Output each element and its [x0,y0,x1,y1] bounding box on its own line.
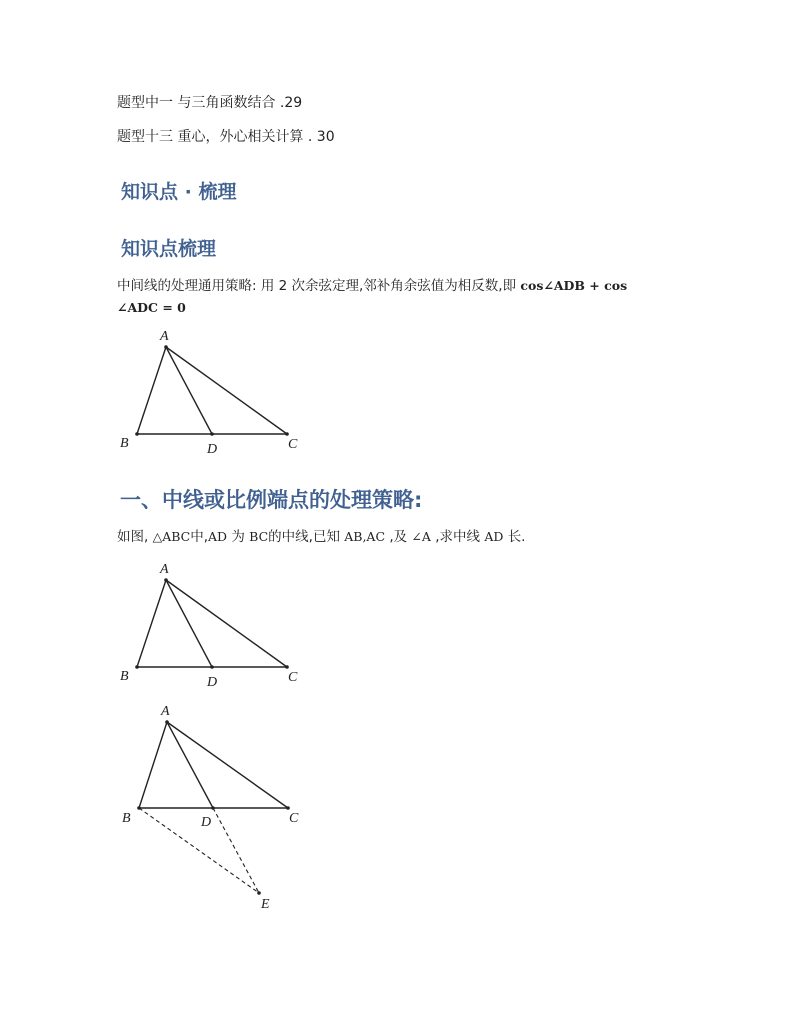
segment-ab [137,580,166,667]
part-one-title: 一、中线或比例端点的处理策略: [120,488,423,512]
problem-text: 的中线,已知 [268,529,340,545]
label-d: D [207,675,218,690]
toc-entry-page: .29 [279,95,303,111]
toc-entry-title: 题型十三 重心，外心相关计算 [117,129,304,145]
toc-entry-title: 题型中一 与三角函数结合 [117,95,276,111]
segment-ad [166,347,212,434]
label-a: A [161,704,170,719]
intro-text [117,275,627,297]
intro-formula-cont: ∠ADC = 0 [117,300,186,315]
segment-ad [167,722,213,808]
label-b: B [120,436,129,451]
point-a [164,345,168,349]
subsection-title: 知识点梳理 [121,238,217,260]
toc-entry[interactable] [117,94,302,112]
segment-ab [137,347,166,434]
label-c: C [288,670,298,685]
label-c: C [288,437,298,452]
label-d: D [201,815,212,830]
label-a: A [160,329,169,344]
problem-segment: AD [208,529,228,544]
section-title: 知识点 · 梳理 [121,181,237,203]
problem-segment: BC [249,529,269,544]
intro-formula: cos∠ADB + cos [520,278,628,293]
point-e [257,891,261,895]
label-a: A [160,562,169,577]
problem-text: 为 [231,529,245,545]
toc-entry-page: . 30 [307,129,335,145]
problem-text: ,求中线 [435,529,481,545]
point-b [135,432,139,436]
point-c [286,806,290,810]
segment-ac [167,722,288,808]
segment-de-dashed [213,808,259,893]
label-e: E [261,897,270,912]
intro-text-cont [117,297,186,319]
problem-text: 长. [507,529,526,545]
triangle-figure-2 [110,555,310,690]
point-c [285,665,289,669]
toc-entry[interactable] [117,128,335,146]
problem-statement [117,526,525,548]
segment-ad [166,580,212,667]
point-b [137,806,141,810]
point-c [285,432,289,436]
point-d [210,665,214,669]
triangle-figure-1 [110,322,310,457]
point-a [165,720,169,724]
label-b: B [122,811,131,826]
problem-text: ,及 [389,529,408,545]
point-d [210,432,214,436]
segment-ac [166,347,287,434]
problem-segment: AD [484,529,504,544]
label-b: B [120,669,129,684]
problem-text: 如图, [117,529,149,545]
problem-triangle: △ABC [152,529,191,544]
point-b [135,665,139,669]
point-d [211,806,215,810]
problem-angle: ∠A [411,529,431,544]
problem-text: 中, [190,529,209,545]
point-a [164,578,168,582]
label-d: D [207,442,218,457]
segment-be-dashed [139,808,259,893]
intro-sentence: 中间线的处理通用策略: 用 2 次余弦定理,邻补角余弦值为相反数,即 [117,278,517,294]
triangle-figure-3 [110,700,310,915]
segment-ac [166,580,287,667]
label-c: C [289,811,299,826]
problem-known: AB,AC [344,529,386,544]
segment-ab [139,722,167,808]
